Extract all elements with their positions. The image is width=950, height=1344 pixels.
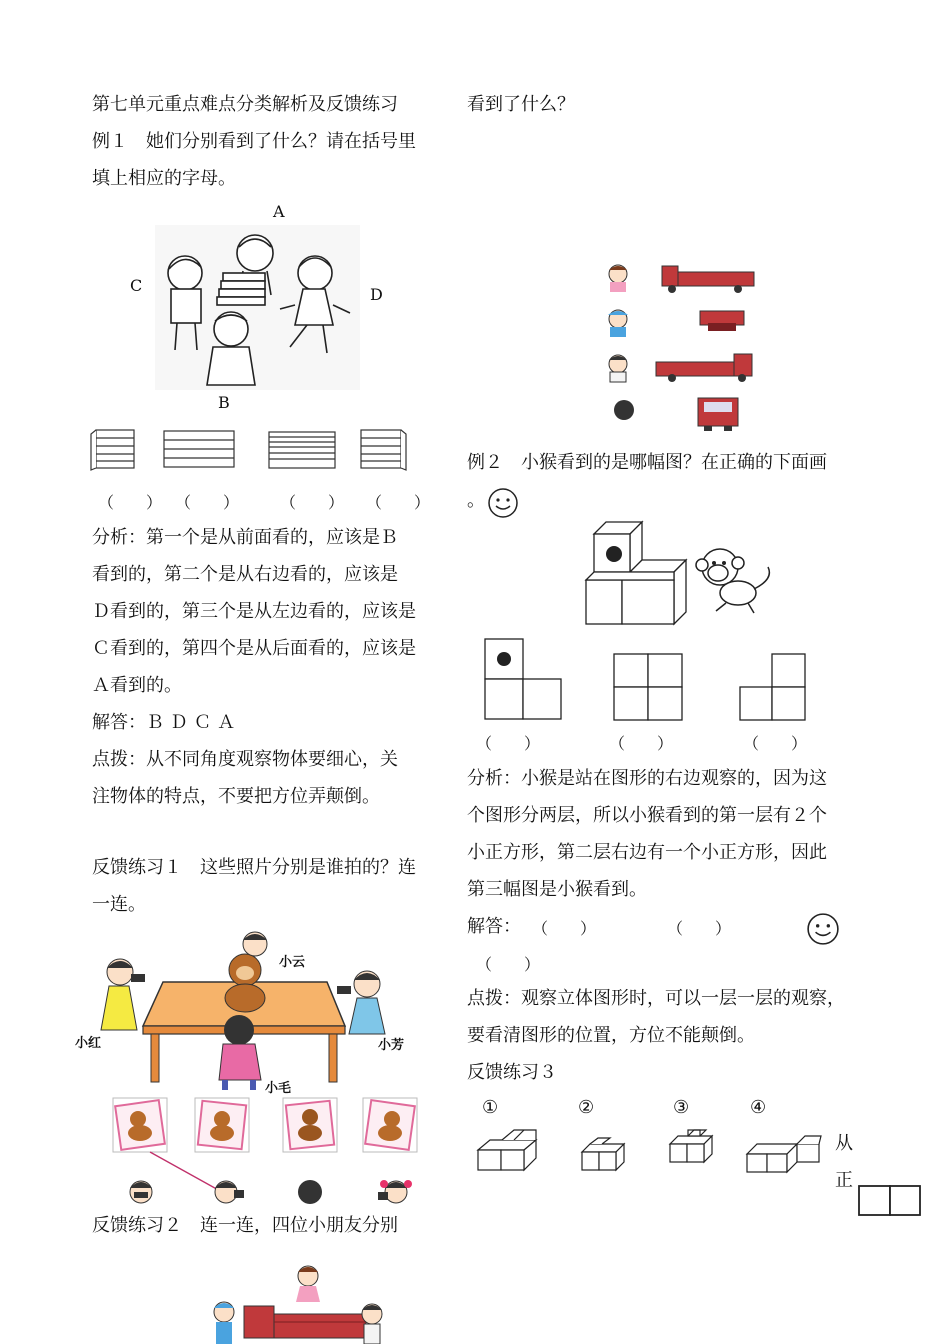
answer-blank-2[interactable]: （ ） xyxy=(667,919,732,938)
feedback1-text-cont: 一连。 xyxy=(92,894,146,915)
cube-shape-3 xyxy=(668,1128,716,1164)
monkey-figure xyxy=(694,545,776,615)
page-title: 第七单元重点难点分类解析及反馈练习 xyxy=(92,94,398,115)
tip-text: 要看清图形的位置，方位不能颠倒。 xyxy=(467,1025,755,1046)
book-view-2 xyxy=(163,430,235,468)
from-label: 从 xyxy=(835,1133,853,1154)
book-view-1 xyxy=(90,428,136,470)
answer-blank-2[interactable]: （ ） xyxy=(175,493,240,512)
example2-text-cont: 。 xyxy=(467,490,485,511)
book-view-4 xyxy=(359,428,407,470)
front-view-answer-box[interactable] xyxy=(858,1185,922,1217)
kid-truck-row-2[interactable] xyxy=(600,305,760,337)
feedback2-text-cont: 看到了什么？ xyxy=(467,94,575,115)
option-blank-2[interactable]: （ ） xyxy=(609,734,674,753)
children-around-books-illustration xyxy=(155,225,360,390)
answer-blank-1[interactable]: （ ） xyxy=(532,919,597,938)
feedback3-title: 反馈练习３ xyxy=(467,1062,557,1083)
cube-stack-figure xyxy=(584,520,688,626)
name-label-xiaomao: 小毛 xyxy=(265,1081,292,1096)
feedback1-text: 反馈练习１ 这些照片分别是谁拍的？连 xyxy=(92,857,416,878)
answer-blank-4[interactable]: （ ） xyxy=(366,493,431,512)
from-label-cont: 正 xyxy=(835,1170,853,1191)
tip-text: 注物体的特点，不要把方位弄颠倒。 xyxy=(92,786,380,807)
name-label-xiaohong: 小红 xyxy=(75,1036,102,1051)
option-blank-1[interactable]: （ ） xyxy=(476,734,541,753)
smiley-face-icon xyxy=(487,487,519,519)
analysis-text: 分析：第一个是从前面看的，应该是Ｂ xyxy=(92,527,398,548)
kid-truck-row-1[interactable] xyxy=(600,262,760,294)
analysis-text: Ｃ看到的，第四个是从后面看的，应该是 xyxy=(92,638,416,659)
example2-text: 例２ 小猴看到的是哪幅图？在正确的下面画 xyxy=(467,452,827,473)
option-view-3[interactable] xyxy=(738,652,808,722)
example1-text-cont: 填上相应的字母。 xyxy=(92,168,236,189)
name-label-xiaofang: 小芳 xyxy=(378,1038,405,1053)
kid-head-2[interactable] xyxy=(210,1178,246,1206)
option-blank-3[interactable]: （ ） xyxy=(743,734,808,753)
answer-label: 解答： xyxy=(467,916,521,937)
answer-blank-1[interactable]: （ ） xyxy=(98,493,163,512)
cube-shape-4 xyxy=(745,1134,823,1174)
analysis-text: Ｄ看到的，第三个是从左边看的，应该是 xyxy=(92,601,416,622)
analysis-text: Ａ看到的。 xyxy=(92,675,182,696)
position-label-b: B xyxy=(218,393,230,412)
photo-2[interactable] xyxy=(194,1097,250,1153)
position-label-a: A xyxy=(273,202,285,221)
photo-3[interactable] xyxy=(282,1097,338,1153)
answer-text: 解答：Ｂ Ｄ Ｃ Ａ xyxy=(92,712,236,733)
cube-shape-1 xyxy=(476,1128,540,1172)
option-view-2[interactable] xyxy=(612,652,684,722)
name-label-xiaoyun: 小云 xyxy=(279,955,306,970)
tip-text: 点拨：观察立体图形时，可以一层一层的观察， xyxy=(467,988,845,1009)
truck-kids-illustration xyxy=(210,1262,390,1344)
number-1: ① xyxy=(482,1097,499,1118)
example1-text: 例１ 她们分别看到了什么？请在括号里 xyxy=(92,131,416,152)
number-2: ② xyxy=(578,1097,595,1118)
kid-truck-row-3[interactable] xyxy=(600,350,760,384)
analysis-text: 第三幅图是小猴看到。 xyxy=(467,879,647,900)
option-view-1[interactable] xyxy=(483,637,565,721)
kid-head-1[interactable] xyxy=(126,1178,156,1206)
smiley-face-icon xyxy=(806,912,840,946)
position-label-d: D xyxy=(370,285,383,304)
table-monkey-kids-illustration xyxy=(95,930,395,1096)
analysis-text: 小正方形，第二层右边有一个小正方形，因此 xyxy=(467,842,827,863)
number-3: ③ xyxy=(673,1097,690,1118)
analysis-text: 看到的，第二个是从右边看的，应该是 xyxy=(92,564,398,585)
book-view-3 xyxy=(268,431,336,469)
analysis-text: 分析：小猴是站在图形的右边观察的，因为这 xyxy=(467,768,827,789)
kid-head-3[interactable] xyxy=(295,1178,325,1206)
number-4: ④ xyxy=(750,1097,767,1118)
photo-4[interactable] xyxy=(362,1097,418,1153)
answer-blank-3[interactable]: （ ） xyxy=(476,955,541,974)
feedback2-text: 反馈练习２ 连一连，四位小朋友分别 xyxy=(92,1215,398,1236)
answer-blank-3[interactable]: （ ） xyxy=(280,493,345,512)
photo-1[interactable] xyxy=(112,1097,168,1153)
kid-head-4[interactable] xyxy=(376,1178,412,1206)
position-label-c: C xyxy=(130,276,143,295)
kid-truck-row-4[interactable] xyxy=(600,396,760,432)
tip-text: 点拨：从不同角度观察物体要细心，关 xyxy=(92,749,398,770)
analysis-text: 个图形分两层，所以小猴看到的第一层有２个 xyxy=(467,805,827,826)
cube-shape-2 xyxy=(580,1136,628,1172)
